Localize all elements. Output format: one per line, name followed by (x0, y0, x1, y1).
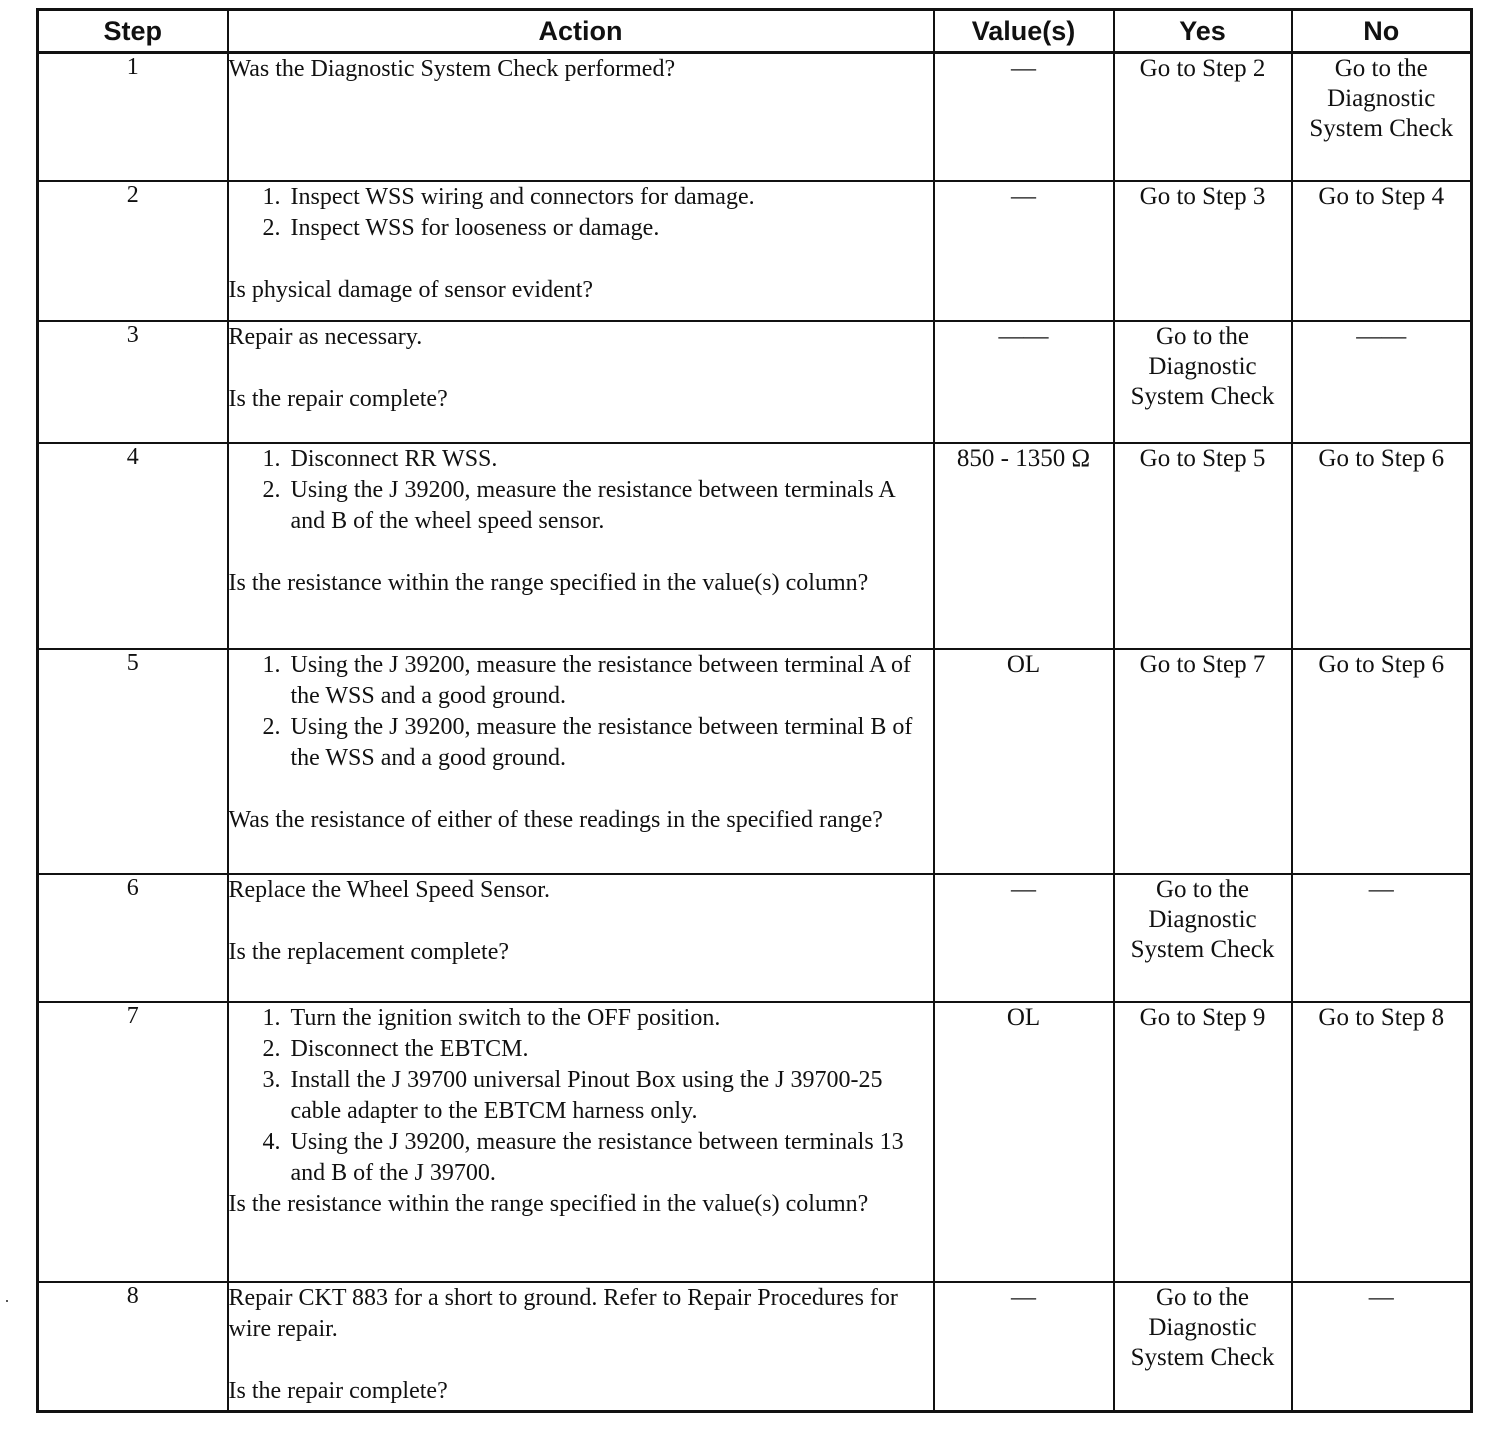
action-step-item: 3. Install the J 39700 universal Pinout Box using the J 39700-25 cable adapter to the EBTCM harness only. (287, 1065, 933, 1127)
table-body (38, 53, 1472, 1412)
action-cell (228, 1002, 934, 1282)
action-intro: Repair CKT 883 for a short to ground. Refer to Repair Procedures for wire repair. (228, 1284, 898, 1342)
action-step-item: 4. Using the J 39200, measure the resistance between terminals 13 and B of the J 39700. (287, 1127, 933, 1189)
header-no: No (1292, 10, 1472, 53)
action-step-list (229, 444, 933, 537)
action-question: Was the Diagnostic System Check performed? (228, 56, 676, 82)
yes-cell: Go to Step 7 (1114, 649, 1292, 874)
action-question: Is the repair complete? (228, 385, 448, 412)
header-action: Action (228, 10, 934, 53)
no-cell: Go to the Diagnostic System Check (1292, 53, 1472, 181)
action-cell (228, 1282, 934, 1412)
action-step-item: 1. Disconnect RR WSS. (287, 444, 933, 475)
no-cell: Go to Step 6 (1292, 649, 1472, 874)
action-step-list (229, 182, 933, 244)
yes-cell: Go to the Diagnostic System Check (1114, 321, 1292, 443)
no-cell: Go to Step 6 (1292, 443, 1472, 649)
action-cell (228, 321, 934, 443)
yes-cell: Go to the Diagnostic System Check (1114, 1282, 1292, 1412)
action-step-item: 2. Disconnect the EBTCM. (287, 1034, 933, 1065)
action-cell (228, 874, 934, 1002)
yes-cell: Go to the Diagnostic System Check (1114, 874, 1292, 1002)
step-number: 5 (38, 649, 228, 874)
value-cell: — (934, 874, 1114, 1002)
value-cell: OL (934, 649, 1114, 874)
action-question: Was the resistance of either of these readings in the specified range? (228, 806, 883, 833)
action-question: Is the resistance within the range specified in the value(s) column? (228, 569, 869, 596)
yes-cell: Go to Step 5 (1114, 443, 1292, 649)
table-row (38, 321, 1472, 443)
table-row (38, 649, 1472, 874)
yes-cell: Go to Step 3 (1114, 181, 1292, 321)
action-step-item: 1. Using the J 39200, measure the resistance between terminal A of the WSS and a good ground. (287, 650, 933, 712)
value-cell: — (934, 1282, 1114, 1412)
header-yes: Yes (1114, 10, 1292, 53)
action-step-list (229, 650, 933, 774)
yes-cell: Go to Step 9 (1114, 1002, 1292, 1282)
header-row (38, 10, 1472, 53)
action-step-list (229, 1003, 933, 1189)
header-step: Step (38, 10, 228, 53)
action-cell (228, 181, 934, 321)
header-values: Value(s) (934, 10, 1114, 53)
step-number: 2 (38, 181, 228, 321)
action-intro: Replace the Wheel Speed Sensor. (228, 876, 550, 903)
no-cell: Go to Step 8 (1292, 1002, 1472, 1282)
table-row (38, 53, 1472, 181)
action-cell (228, 649, 934, 874)
action-step-item: 2. Using the J 39200, measure the resistance between terminals A and B of the wheel speed sensor. (287, 475, 933, 537)
yes-cell: Go to Step 2 (1114, 53, 1292, 181)
step-number: 3 (38, 321, 228, 443)
table-row (38, 874, 1472, 1002)
step-number: 6 (38, 874, 228, 1002)
action-step-item: 2. Using the J 39200, measure the resistance between terminal B of the WSS and a good ground. (287, 712, 933, 774)
value-cell: OL (934, 1002, 1114, 1282)
action-question: Is the repair complete? (228, 1377, 448, 1404)
step-number: 8 (38, 1282, 228, 1412)
action-question: Is the resistance within the range specified in the value(s) column? (228, 1190, 869, 1217)
no-cell: —— (1292, 321, 1472, 443)
action-step-item: 1. Inspect WSS wiring and connectors for damage. (287, 182, 933, 213)
no-cell: Go to Step 4 (1292, 181, 1472, 321)
table-row (38, 1002, 1472, 1282)
action-cell (228, 53, 934, 181)
action-cell (228, 443, 934, 649)
step-number: 4 (38, 443, 228, 649)
action-question: Is the replacement complete? (228, 938, 510, 965)
step-number: 1 (38, 53, 228, 181)
action-intro: Repair as necessary. (228, 323, 423, 350)
table-row (38, 443, 1472, 649)
margin-speck (6, 1300, 8, 1302)
step-number: 7 (38, 1002, 228, 1282)
action-step-item: 1. Turn the ignition switch to the OFF position. (287, 1003, 933, 1034)
diagnostic-table (36, 8, 1473, 1413)
value-cell: — (934, 181, 1114, 321)
action-question: Is physical damage of sensor evident? (228, 276, 594, 303)
no-cell: — (1292, 1282, 1472, 1412)
table-row (38, 181, 1472, 321)
table-row (38, 1282, 1472, 1412)
action-step-item: 2. Inspect WSS for looseness or damage. (287, 213, 933, 244)
diagnostic-table-sheet (36, 8, 1470, 1413)
no-cell: — (1292, 874, 1472, 1002)
value-cell: 850 - 1350 Ω (934, 443, 1114, 649)
value-cell: —— (934, 321, 1114, 443)
value-cell: — (934, 53, 1114, 181)
